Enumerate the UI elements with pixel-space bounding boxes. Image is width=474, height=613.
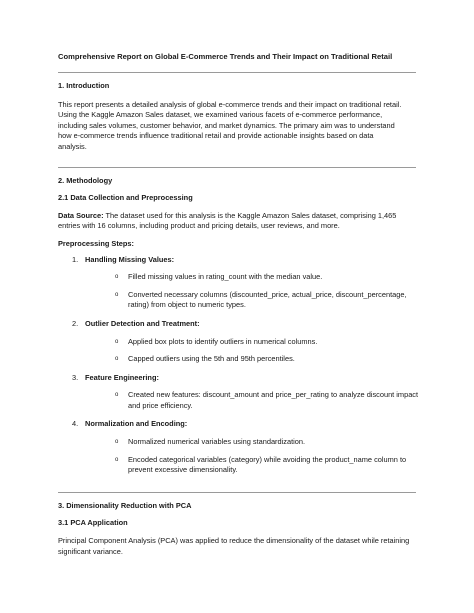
step-number: 1. <box>72 254 79 264</box>
list-item: o Normalized numerical variables using standardization. <box>115 437 306 447</box>
pca-body: Principal Component Analysis (PCA) was applied to reduce the dimensionality of the dataset while retaining significant variance. <box>58 536 410 556</box>
list-item <box>58 319 416 365</box>
list-item <box>58 419 416 475</box>
step-number: 4. <box>72 419 79 429</box>
section-divider <box>58 72 416 73</box>
bullet-icon: o <box>115 392 119 399</box>
list-item <box>58 255 416 311</box>
data-source-text: The dataset used for this analysis is the Kaggle Amazon Sales dataset, comprising 1,465 entries with 16 columns, including product and pricing details, user reviews, and more. <box>58 210 397 231</box>
introduction-body: This report presents a detailed analysis of global e-commerce trends and their impact on traditional retail. Using the Kaggle Amazon Sales dataset, we examined various facets of e-commerce performance, including sales volumes, customer behavior, and market dynamics. The primary aim was to understand how e-commerce trends influence traditional retail and provide actionable insights based on data analysis. <box>58 99 402 151</box>
bullet-list <box>72 337 416 365</box>
step-title: 2. Outlier Detection and Treatment: <box>72 318 200 328</box>
bullet-icon: o <box>115 456 119 463</box>
bullet-icon: o <box>115 439 119 446</box>
preprocessing-steps-heading: Preprocessing Steps: <box>58 238 134 248</box>
data-source-paragraph <box>58 211 416 232</box>
bullet-icon: o <box>115 338 119 345</box>
introduction-heading: 1. Introduction <box>58 81 110 90</box>
step-number: 2. <box>72 318 79 328</box>
pca-heading: 3. Dimensionality Reduction with PCA <box>58 500 192 510</box>
step-title: 4. Normalization and Encoding: <box>72 419 188 429</box>
step-title: 3. Feature Engineering: <box>72 372 159 382</box>
list-item <box>58 372 419 412</box>
data-source-label: Data Source: <box>58 210 104 220</box>
list-item: o Applied box plots to identify outliers in numerical columns. <box>115 336 318 346</box>
bullet-list <box>72 437 416 476</box>
step-title: 1. Handling Missing Values: <box>72 254 175 264</box>
section-divider <box>58 167 416 168</box>
methodology-heading: 2. Methodology <box>58 175 113 185</box>
section-divider <box>58 492 416 493</box>
list-item: o Created new features: discount_amount and price_per_rating to analyze discount impact and price efficiency. <box>115 390 419 410</box>
list-item: o Encoded categorical variables (category) while avoiding the product_name column to prevent excessive dimensionality. <box>115 454 407 475</box>
bullet-icon: o <box>115 291 119 298</box>
bullet-list <box>72 390 419 411</box>
list-item: o Filled missing values in rating_count with the median value. <box>115 272 323 282</box>
bullet-icon: o <box>115 356 119 363</box>
list-item: o Converted necessary columns (discounted_price, actual_price, discount_percentage, rating) from object to numeric types. <box>115 289 407 310</box>
list-item: o Capped outliers using the 5th and 95th percentiles. <box>115 354 295 364</box>
pca-application-heading: 3.1 PCA Application <box>58 518 128 528</box>
preprocessing-steps-list <box>58 254 419 476</box>
bullet-list <box>72 272 416 311</box>
report-title: Comprehensive Report on Global E-Commerce Trends and Their Impact on Traditional Retail <box>58 52 393 61</box>
data-collection-heading: 2.1 Data Collection and Preprocessing <box>58 193 193 203</box>
step-number: 3. <box>72 372 79 382</box>
bullet-icon: o <box>115 274 119 281</box>
